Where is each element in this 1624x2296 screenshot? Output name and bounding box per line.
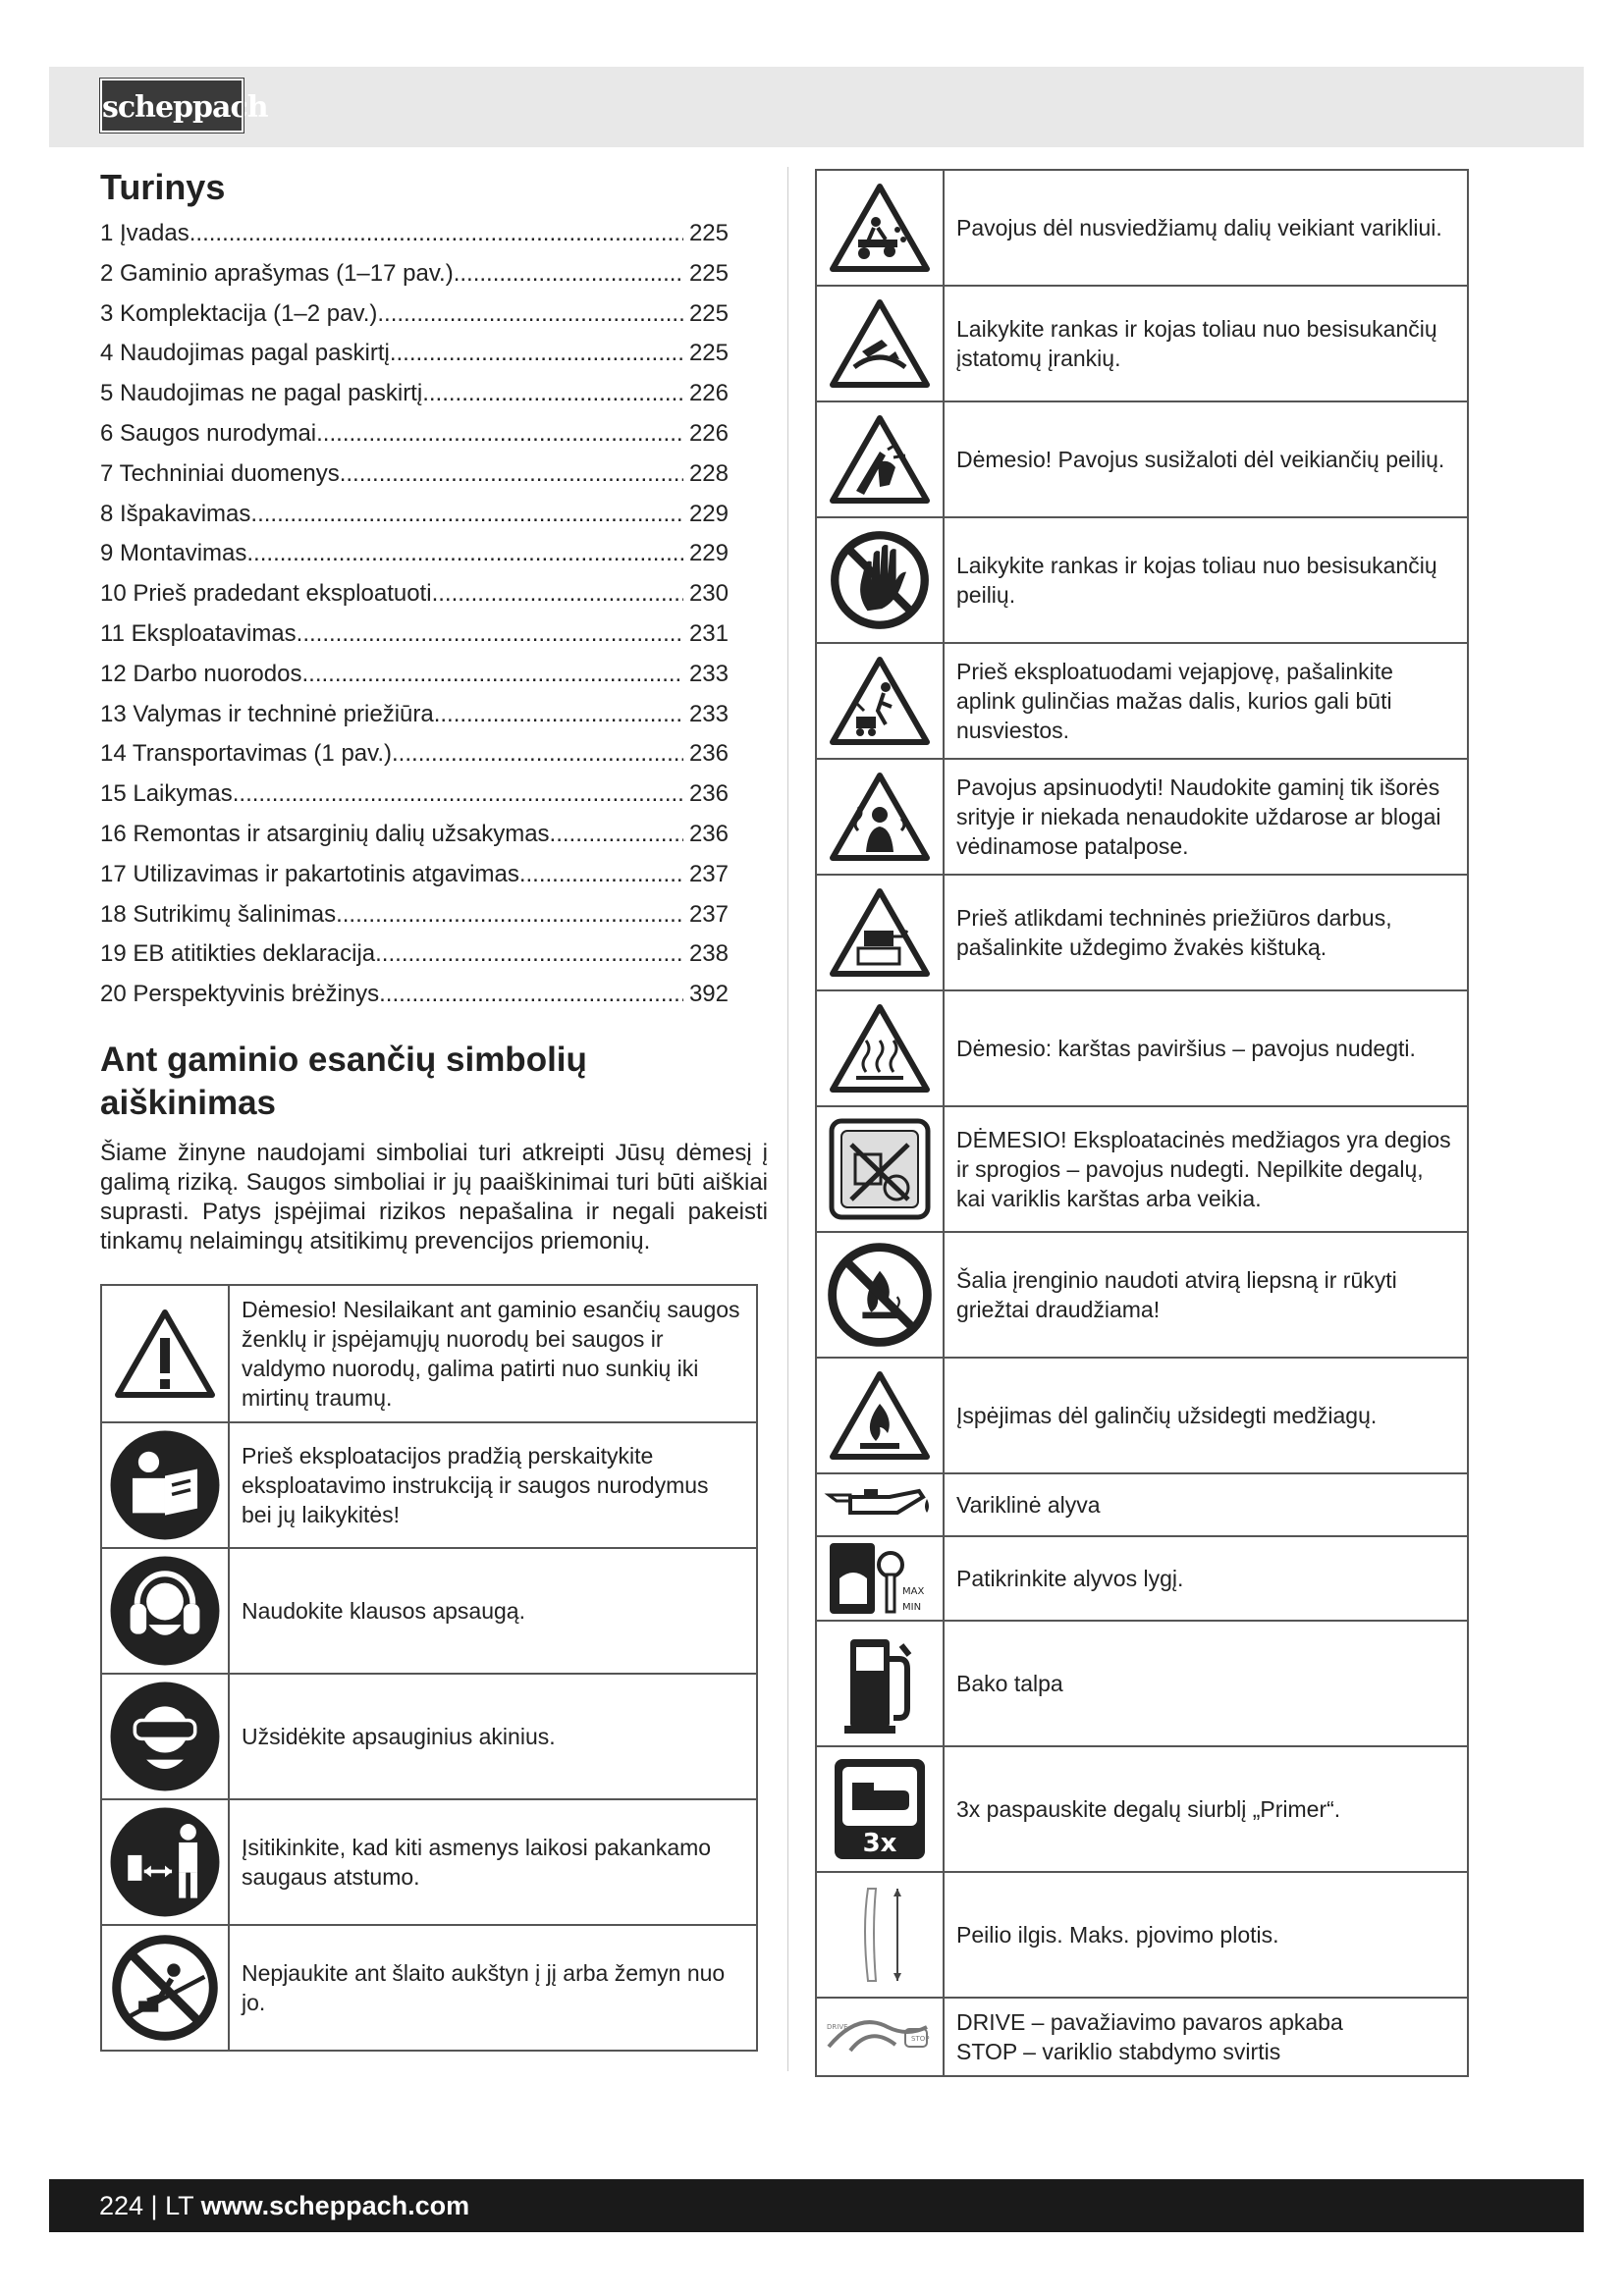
toc-item-page: 233 <box>688 660 729 687</box>
toc-item[interactable] <box>100 734 729 774</box>
primer-count-label: 3x <box>862 1829 897 1858</box>
toc-leader-dots <box>250 495 683 535</box>
toc-item[interactable] <box>100 214 729 254</box>
toc-item[interactable] <box>100 414 729 454</box>
toc-item-page: 225 <box>688 340 729 367</box>
toc-item-title: 15 Laikymas <box>100 780 233 808</box>
toc-item-title: 5 Naudojimas ne pagal paskirtį <box>100 380 423 407</box>
left-column <box>100 167 768 1256</box>
flammable-icon <box>816 1358 944 1473</box>
toc-leader-dots <box>189 214 683 254</box>
no-hands-icon <box>816 517 944 643</box>
symbol-row <box>101 1674 757 1799</box>
toc-title: Turinys <box>100 167 226 207</box>
symbol-description: Prieš atlikdami techninės priežiūros darbus, pašalinkite uždegimo žvakės kištuką. <box>944 875 1468 990</box>
symbol-description: Užsidėkite apsauginius akinius. <box>229 1674 757 1799</box>
symbol-row <box>816 1746 1468 1872</box>
symbol-row <box>816 170 1468 286</box>
toc-item[interactable] <box>100 975 729 1015</box>
symbols-intro: Šiame žinyne naudojami simboliai turi atkreipti Jūsų dėmesį į galimą riziką. Saugos simboliai ir jų paaiškinimai turi būti aiškiai suprasti. Patys įspėjimai rizikos nepašalina ir negali pakeisti tinkamų nelaimingų atsitikimų prevencijos priemonių. <box>100 1139 768 1255</box>
toc-item-page: 231 <box>688 619 729 647</box>
toc-item-title: 14 Transportavimas (1 pav.) <box>100 740 393 768</box>
toc-item[interactable] <box>100 855 729 895</box>
toc-leader-dots <box>390 334 683 374</box>
symbol-row <box>816 1536 1468 1621</box>
remove-objects-icon <box>816 643 944 759</box>
toc-item-title: 2 Gaminio aprašymas (1–17 pav.) <box>100 259 454 287</box>
toc-item-title: 8 Išpakavimas <box>100 500 251 527</box>
symbol-row <box>101 1548 757 1674</box>
toc-item-title: 16 Remontas ir atsarginių dalių užsakymas <box>100 820 550 847</box>
toc-leader-dots <box>550 815 683 855</box>
oil-can-icon <box>816 1473 944 1536</box>
toc-item-title: 10 Prieš pradedant eksploatuoti <box>100 580 432 608</box>
toc-leader-dots <box>519 855 683 895</box>
toc-item[interactable] <box>100 815 729 855</box>
left-symbol-table <box>100 1284 758 2052</box>
toc-item-title: 12 Darbo nuorodos <box>100 660 302 687</box>
toc-leader-dots <box>297 614 683 655</box>
toc-leader-dots <box>246 534 683 574</box>
symbol-description: Prieš eksploatuodami vejapjovę, pašalinkite aplink gulinčias mažas dalis, kurios gali būti nusviestos. <box>944 643 1468 759</box>
brand-logo: scheppach <box>100 79 244 133</box>
symbol-description: Bako talpa <box>944 1621 1468 1746</box>
symbol-description: DĖMESIO! Eksploatacinės medžiagos yra degios ir sprogios – pavojus nudegti. Nepilkite degalų, kai variklis karštas arba veikia. <box>944 1106 1468 1232</box>
toc-item-title: 11 Eksploatavimas <box>100 619 297 647</box>
symbol-description: Dėmesio: karštas paviršius – pavojus nudegti. <box>944 990 1468 1106</box>
toc-item-title: 19 EB atitikties deklaracija <box>100 940 376 968</box>
toc-item-page: 225 <box>688 259 729 287</box>
symbol-description: 3x paspauskite degalų siurblį „Primer“. <box>944 1746 1468 1872</box>
blade-length-icon <box>816 1872 944 1998</box>
toc-item-title: 4 Naudojimas pagal paskirtį <box>100 340 390 367</box>
toc-leader-dots <box>379 975 683 1015</box>
toc-item-title: 7 Techniniai duomenys <box>100 459 340 487</box>
page-header <box>49 67 1584 147</box>
toc-item-title: 20 Perspektyvinis brėžinys <box>100 981 380 1008</box>
symbol-description: Peilio ilgis. Maks. pjovimo plotis. <box>944 1872 1468 1998</box>
toc-leader-dots <box>336 895 683 935</box>
toc-item-title: 9 Montavimas <box>100 540 247 567</box>
toc-item-page: 236 <box>688 820 729 847</box>
right-symbol-table <box>815 169 1469 2077</box>
toc-item[interactable] <box>100 334 729 374</box>
toc-item-title: 3 Komplektacija (1–2 pav.) <box>100 299 378 327</box>
symbol-description: Naudokite klausos apsaugą. <box>229 1548 757 1674</box>
fuel-pump-icon <box>816 1621 944 1746</box>
no-slope-mowing-icon <box>101 1925 229 2051</box>
symbol-description: Dėmesio! Pavojus susižaloti dėl veikiančių peilių. <box>944 401 1468 517</box>
svg-text:MAX: MAX <box>902 1586 925 1597</box>
symbol-description: DRIVE – pavažiavimo pavaros apkaba STOP – variklio stabdymo svirtis <box>944 1998 1468 2076</box>
symbol-row <box>816 1232 1468 1358</box>
primer-icon <box>816 1746 944 1872</box>
toc-item[interactable] <box>100 695 729 735</box>
toc-item[interactable] <box>100 495 729 535</box>
blade-injury-icon <box>816 401 944 517</box>
toc-leader-dots <box>375 934 683 975</box>
toc-item[interactable] <box>100 934 729 975</box>
symbol-row <box>816 1106 1468 1232</box>
toc-item[interactable] <box>100 574 729 614</box>
hot-surface-icon <box>816 990 944 1106</box>
toc-item-title: 17 Utilizavimas ir pakartotinis atgavimas <box>100 860 519 887</box>
warning-icon <box>101 1285 229 1422</box>
toc-leader-dots <box>377 294 683 335</box>
toc-leader-dots <box>316 414 683 454</box>
toc-leader-dots <box>422 374 683 414</box>
toc-item-page: 228 <box>688 459 729 487</box>
toc-item[interactable] <box>100 614 729 655</box>
toc-item-page: 229 <box>688 500 729 527</box>
symbol-row <box>816 517 1468 643</box>
oil-level-icon <box>816 1536 944 1621</box>
read-manual-icon <box>101 1422 229 1548</box>
page-footer <box>49 2179 1584 2232</box>
toc-leader-dots <box>340 454 683 495</box>
svg-text:MIN: MIN <box>902 1602 922 1613</box>
toc-item-page: 226 <box>688 380 729 407</box>
toc-item[interactable] <box>100 774 729 815</box>
keep-distance-icon <box>101 1799 229 1925</box>
symbol-row <box>816 401 1468 517</box>
toc-item-page: 225 <box>688 299 729 327</box>
symbol-description: Laikykite rankas ir kojas toliau nuo besisukančių peilių. <box>944 517 1468 643</box>
no-open-flame-icon <box>816 1232 944 1358</box>
symbol-row <box>816 1358 1468 1473</box>
toc-item-page: 226 <box>688 419 729 447</box>
toc-item[interactable] <box>100 895 729 935</box>
toc-item[interactable] <box>100 454 729 495</box>
symbol-description: Dėmesio! Nesilaikant ant gaminio esančių saugos ženklų ir įspėjamųjų nuorodų bei saugos ir valdymo nuorodų, galima patirti nuo sunkių iki mirtinų traumų. <box>229 1285 757 1422</box>
symbol-description: Pavojus apsinuodyti! Naudokite gaminį tik išorės srityje ir niekada nenaudokite uždarose ar blogai vėdinamose patalpose. <box>944 759 1468 875</box>
svg-text:STOP: STOP <box>911 2035 930 2043</box>
toc-item-page: 230 <box>688 580 729 608</box>
symbol-row <box>101 1799 757 1925</box>
symbol-row <box>816 759 1468 875</box>
toc-item-page: 229 <box>688 540 729 567</box>
symbols-section-title: Ant gaminio esančių simbolių aiškinimas <box>100 1040 587 1122</box>
symbol-row <box>816 1872 1468 1998</box>
symbol-description: Prieš eksploatacijos pradžią perskaitykite eksploatavimo instrukciją ir saugos nurodymus bei jų laikykitės! <box>229 1422 757 1548</box>
symbol-row <box>101 1422 757 1548</box>
column-divider <box>787 167 788 2071</box>
flying-parts-icon <box>816 170 944 286</box>
symbol-description: Nepjaukite ant šlaito aukštyn į jį arba žemyn nuo jo. <box>229 1925 757 2051</box>
toc-item-page: 233 <box>688 700 729 727</box>
page-number: 224 | LT <box>99 2191 194 2220</box>
toc-item-title: 1 Įvadas <box>100 220 189 246</box>
drive-stop-icon <box>816 1998 944 2076</box>
symbol-row <box>816 990 1468 1106</box>
symbol-row <box>816 1473 1468 1536</box>
toc-item[interactable] <box>100 655 729 695</box>
toc-item-page: 238 <box>688 940 729 968</box>
svg-text:DRIVE: DRIVE <box>827 2023 848 2031</box>
toc-leader-dots <box>301 655 682 695</box>
toc-item-title: 6 Saugos nurodymai <box>100 419 317 447</box>
toc-item[interactable] <box>100 374 729 414</box>
toc-item[interactable] <box>100 254 729 294</box>
toc-item-title: 13 Valymas ir techninė priežiūra <box>100 700 434 727</box>
symbol-description: Variklinė alyva <box>944 1473 1468 1536</box>
toc-item[interactable] <box>100 534 729 574</box>
toc-item-page: 392 <box>688 981 729 1008</box>
symbol-description: Įsitikinkite, kad kiti asmenys laikosi pakankamo saugaus atstumo. <box>229 1799 757 1925</box>
toc-item-page: 237 <box>688 860 729 887</box>
toc-leader-dots <box>454 254 683 294</box>
toc-leader-dots <box>392 734 683 774</box>
toc-leader-dots <box>432 574 683 614</box>
table-of-contents <box>100 214 768 1015</box>
symbol-row <box>101 1925 757 2051</box>
symbol-row <box>816 875 1468 990</box>
toc-item-page: 236 <box>688 780 729 808</box>
symbol-row <box>101 1285 757 1422</box>
toc-leader-dots <box>434 695 683 735</box>
eye-protection-icon <box>101 1674 229 1799</box>
symbol-description: Pavojus dėl nusviedžiamų dalių veikiant varikliui. <box>944 170 1468 286</box>
symbol-row <box>816 1621 1468 1746</box>
symbol-row <box>816 286 1468 401</box>
toxic-gas-icon <box>816 759 944 875</box>
no-refuel-hot-icon <box>816 1106 944 1232</box>
toc-item-page: 236 <box>688 740 729 768</box>
toc-item-page: 225 <box>688 220 729 246</box>
toc-item-page: 237 <box>688 900 729 928</box>
symbol-row <box>816 643 1468 759</box>
symbol-description: Laikykite rankas ir kojas toliau nuo besisukančių įstatomų įrankių. <box>944 286 1468 401</box>
symbol-row <box>816 1998 1468 2076</box>
toc-item-title: 18 Sutrikimų šalinimas <box>100 900 337 928</box>
symbol-description: Patikrinkite alyvos lygį. <box>944 1536 1468 1621</box>
ear-protection-icon <box>101 1548 229 1674</box>
rotating-tools-icon <box>816 286 944 401</box>
symbol-description: Šalia įrenginio naudoti atvirą liepsną ir rūkyti griežtai draudžiama! <box>944 1232 1468 1358</box>
toc-item[interactable] <box>100 294 729 335</box>
spark-plug-icon <box>816 875 944 990</box>
footer-url[interactable]: www.scheppach.com <box>200 2191 470 2220</box>
symbol-description: Įspėjimas dėl galinčių užsidegti medžiagų. <box>944 1358 1468 1473</box>
toc-leader-dots <box>233 774 683 815</box>
